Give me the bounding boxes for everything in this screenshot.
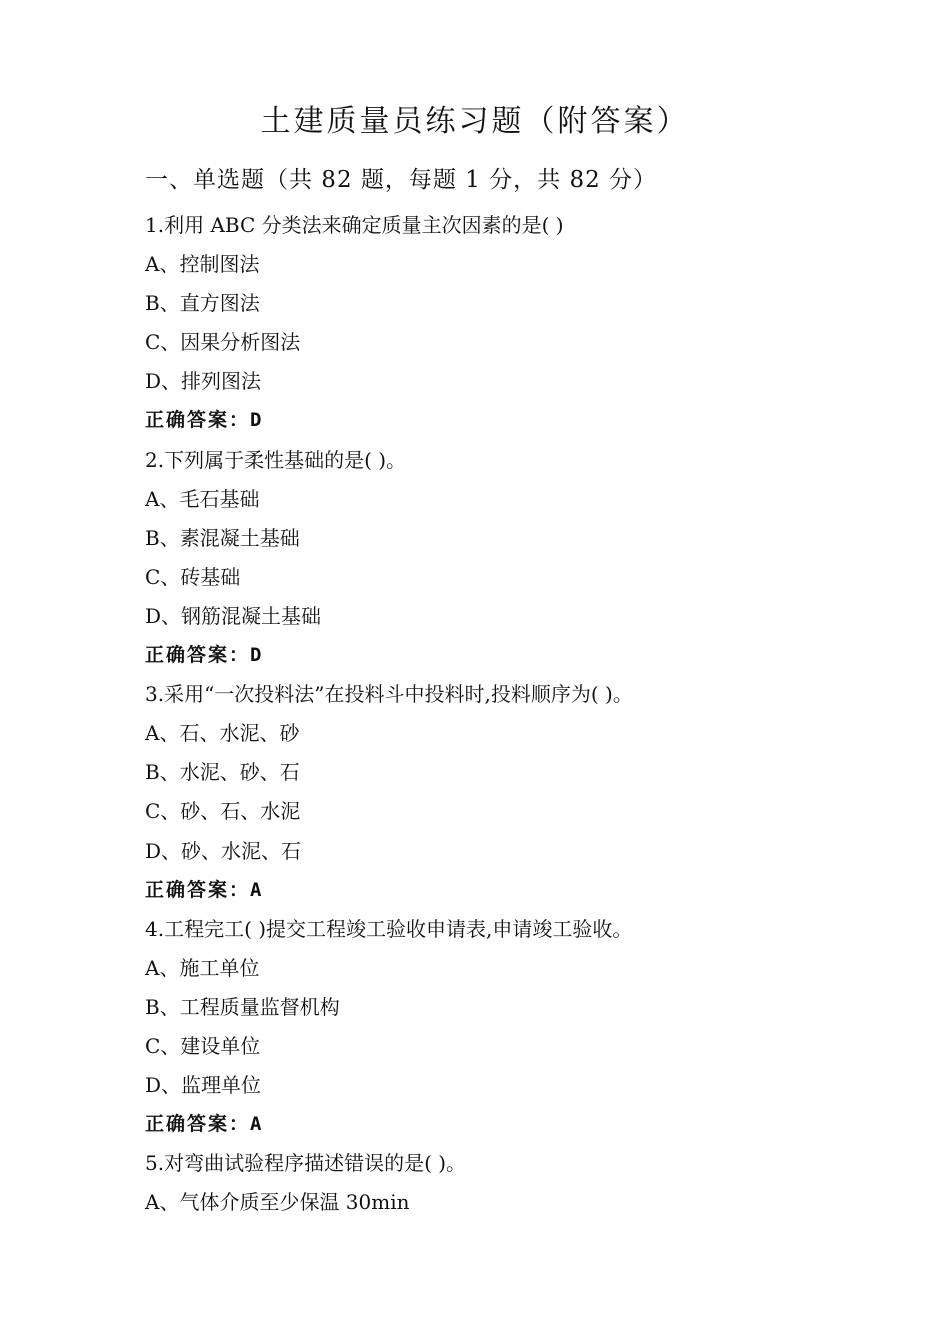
document-title: 土建质量员练习题（附答案）: [260, 104, 690, 139]
correct-answer: [145, 1105, 885, 1144]
question-option: B、水泥、砂、石: [145, 760, 300, 785]
correct-answer: [145, 636, 885, 675]
question-option: C、砂、石、水泥: [145, 799, 301, 824]
question-option: B、工程质量监督机构: [145, 994, 340, 1019]
correct-answer: [145, 401, 885, 440]
question-option: A、控制图法: [145, 252, 260, 277]
question-stem: 3.采用“一次投料法”在投料斗中投料时,投料顺序为( )。: [145, 682, 633, 707]
section-heading: 一、单选题（共 82 题，每题 1 分，共 82 分）: [145, 167, 658, 193]
answer-value: A: [250, 878, 264, 901]
answer-label: 正确答案：: [145, 1113, 251, 1136]
question-option: D、砂、水泥、石: [145, 838, 302, 863]
question-option: A、施工单位: [145, 955, 260, 980]
answer-label: 正确答案：: [145, 409, 251, 432]
question-stem: 4.工程完工( )提交工程竣工验收申请表,申请竣工验收。: [145, 916, 633, 941]
answer-value: D: [250, 409, 264, 432]
question-stem: 1.利用 ABC 分类法来确定质量主次因素的是( ): [145, 213, 564, 237]
answer-label: 正确答案：: [145, 878, 251, 901]
answer-value: D: [250, 644, 264, 667]
question-option: D、排列图法: [145, 369, 262, 394]
answer-label: 正确答案：: [145, 644, 251, 667]
question-list: [145, 206, 885, 1222]
question-option: C、砖基础: [145, 564, 241, 589]
question-option: A、毛石基础: [145, 486, 260, 511]
question-option: A、气体介质至少保温 30min: [145, 1190, 410, 1215]
question-stem: 5.对弯曲试验程序描述错误的是( )。: [145, 1151, 467, 1176]
correct-answer: [145, 871, 885, 910]
question-option: D、钢筋混凝土基础: [145, 603, 322, 628]
question-option: B、直方图法: [145, 291, 260, 316]
question-stem: 2.下列属于柔性基础的是( )。: [145, 447, 407, 472]
question-option: C、建设单位: [145, 1033, 261, 1058]
question-option: D、监理单位: [145, 1073, 262, 1098]
question-option: B、素混凝土基础: [145, 525, 300, 550]
answer-value: A: [250, 1113, 264, 1136]
question-option: C、因果分析图法: [145, 330, 301, 355]
question-option: A、石、水泥、砂: [145, 721, 300, 746]
